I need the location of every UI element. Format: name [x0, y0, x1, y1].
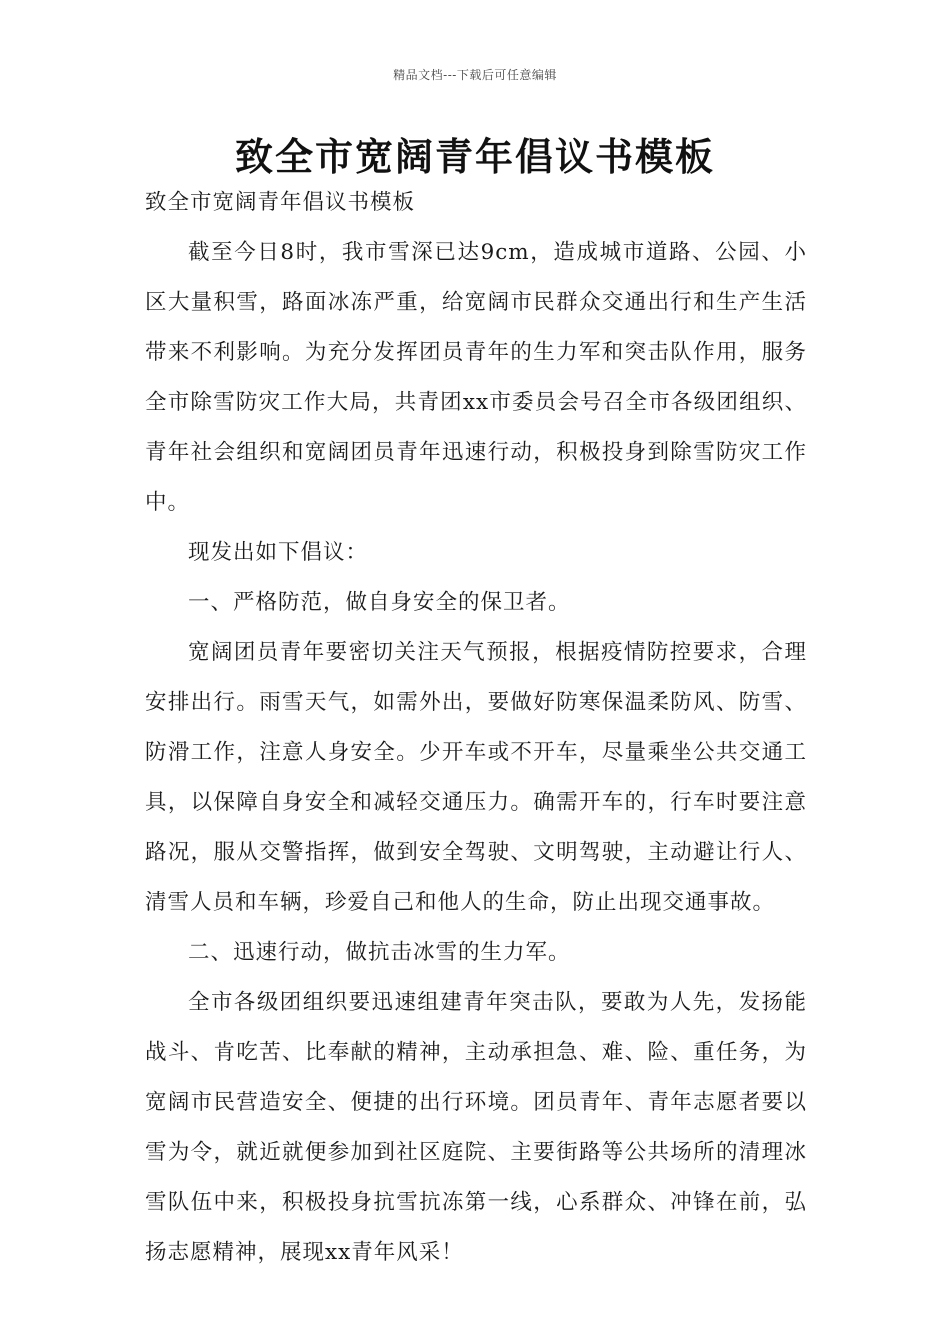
document-title: 致全市宽阔青年倡议书模板 — [234, 135, 715, 179]
paragraph-section-2: 全市各级团组织要迅速组建青年突击队，要敢为人先，发扬能战斗、肯吃苦、比奉献的精神，主动承担急、难、险、重任务，为宽阔市民营造安全、便捷的出行环境。团员青年、青年志愿者要以雪为令，就近就便参加到社区庭院、主要街路等公共场所的清理冰雪队伍中来，积极投身抗雪抗冻第一线，心系群众、冲锋在前，弘扬志愿精神，展现xx青年风采！ — [145, 990, 807, 1265]
section-heading-1: 一、严格防范，做自身安全的保卫者。 — [188, 590, 571, 615]
document-subtitle: 致全市宽阔青年倡议书模板 — [145, 190, 416, 215]
paragraph-section-1: 宽阔团员青年要密切关注天气预报，根据疫情防控要求，合理安排出行。雨雪天气，如需外出，要做好防寒保温柔防风、防雪、防滑工作，注意人身安全。少开车或不开车，尽量乘坐公共交通工具，以保障自身安全和减轻交通压力。确需开车的，行车时要注意路况，服从交警指挥，做到安全驾驶、文明驾驶，主动避让行人、清雪人员和车辆，珍爱自己和他人的生命，防止出现交通事故。 — [145, 640, 807, 915]
page-header: 精品文档---下载后可任意编辑 — [393, 68, 557, 82]
section-heading-2: 二、迅速行动，做抗击冰雪的生力军。 — [188, 940, 571, 965]
document-body — [145, 178, 807, 1278]
paragraph-proposal-lead: 现发出如下倡议： — [188, 540, 369, 565]
paragraph-intro: 截至今日8时，我市雪深已达9cm，造成城市道路、公园、小区大量积雪，路面冰冻严重，给宽阔市民群众交通出行和生产生活带来不利影响。为充分发挥团员青年的生力军和突击队作用，服务全市除雪防灾工作大局，共青团xx市委员会号召全市各级团组织、青年社会组织和宽阔团员青年迅速行动，积极投身到除雪防灾工作中。 — [145, 240, 807, 515]
